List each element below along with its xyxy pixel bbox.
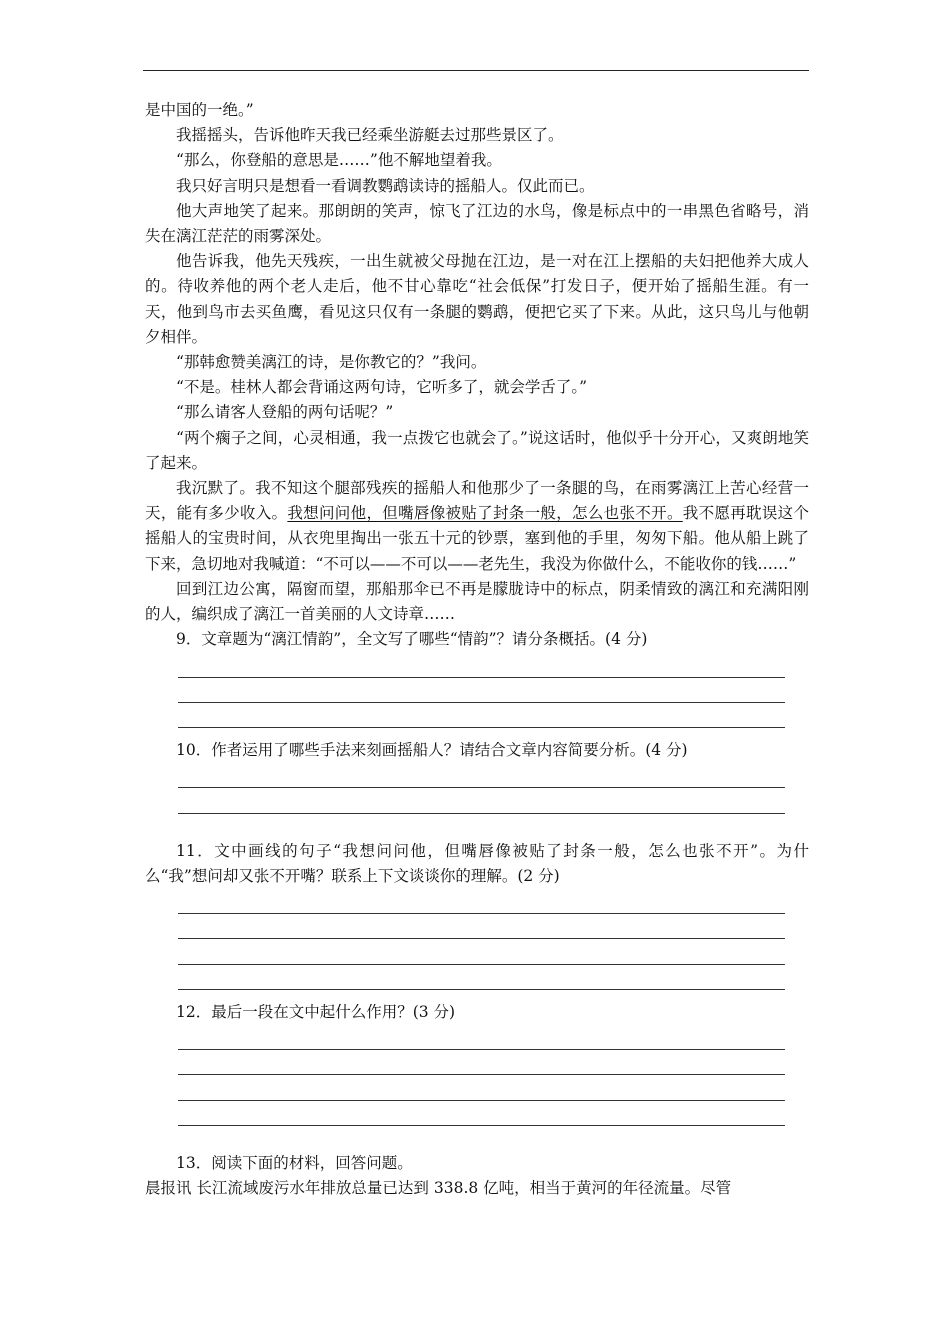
question-13: 13．阅读下面的材料，回答问题。 xyxy=(176,1153,413,1172)
question-10: 10．作者运用了哪些手法来刻画摇船人？请结合文章内容简要分析。(4 分) xyxy=(176,741,688,760)
answer-line[interactable] xyxy=(178,1101,785,1126)
paragraph: “那么请客人登船的两句话呢？” xyxy=(176,403,394,422)
paragraph-with-underlined-sentence xyxy=(145,476,809,577)
answer-lines-q11[interactable] xyxy=(178,889,785,990)
underlined-sentence: 我想问问他，但嘴唇像被贴了封条一般，怎么也张不开。 xyxy=(287,504,683,523)
question-9: 9．文章题为“漓江情韵”，全文写了哪些“情韵”？请分条概括。(4 分) xyxy=(176,630,648,649)
paragraph: “那韩愈赞美漓江的诗，是你教它的？”我问。 xyxy=(176,353,487,372)
question-12: 12．最后一段在文中起什么作用？(3 分) xyxy=(176,1002,456,1021)
paragraph: 是中国的一绝。” xyxy=(145,101,254,119)
answer-line[interactable] xyxy=(178,763,785,788)
paragraph: 回到江边公寓，隔窗而望，那船那伞已不再是朦胧诗中的标点，阴柔情致的漓江和充满阳刚的人，编织成了漓江一首美丽的人文诗章…… xyxy=(145,579,809,624)
answer-line[interactable] xyxy=(178,965,785,990)
answer-line[interactable] xyxy=(178,889,785,914)
question-13-material: 晨报讯 长江流域废污水年排放总量已达到 338.8 亿吨，相当于黄河的年径流量。尽管 xyxy=(145,1178,732,1197)
answer-line[interactable] xyxy=(178,678,785,703)
paragraph: 我摇摇头，告诉他昨天我已经乘坐游艇去过那些景区了。 xyxy=(176,126,564,145)
paragraph-text: 我沉默了。我不知这个腿部残疾的摇船人和他那少了一条腿的鸟，在雨雾漓江上苦心经营一天，能有多少收入。 xyxy=(145,479,809,523)
question-11: 11．文中画线的句子“我想问问他，但嘴唇像被贴了封条一般，怎么也张不开”。为什么“我”想问却又张不开嘴？联系上下文谈谈你的理解。(2 分) xyxy=(145,841,809,885)
article-body xyxy=(145,98,809,1201)
answer-line[interactable] xyxy=(178,939,785,964)
paragraph: “那么，你登船的意思是……”他不解地望着我。 xyxy=(176,151,502,170)
answer-lines-q10[interactable] xyxy=(178,763,785,813)
paragraph-text: 我不愿再耽误这个摇船人的宝贵时间，从衣兜里掏出一张五十元的钞票，塞到他的手里，匆匆下船。他从船上跳了下来，急切地对我喊道：“不可以——不可以——老先生，我没为你做什么，不能收你的钱……” xyxy=(145,504,809,573)
answer-line[interactable] xyxy=(178,788,785,813)
answer-line[interactable] xyxy=(178,1075,785,1100)
paragraph: 他告诉我，他先天残疾，一出生就被父母抛在江边，是一对在江上摆船的夫妇把他养大成人的。待收养他的两个老人走后，他不甘心靠吃“社会低保”打发日子，便开始了摇船生涯。有一天，他到鸟市去买鱼鹰，看见这只仅有一条腿的鹦鹉，便把它买了下来。从此，这只鸟儿与他朝夕相伴。 xyxy=(145,252,809,346)
paragraph: 他大声地笑了起来。那朗朗的笑声，惊飞了江边的水鸟，像是标点中的一串黑色省略号，消失在漓江茫茫的雨雾深处。 xyxy=(145,201,809,246)
answer-line[interactable] xyxy=(178,703,785,728)
answer-line[interactable] xyxy=(178,914,785,939)
answer-line[interactable] xyxy=(178,652,785,677)
paragraph: “不是。桂林人都会背诵这两句诗，它听多了，就会学舌了。” xyxy=(176,378,588,397)
answer-lines-q12[interactable] xyxy=(178,1025,785,1126)
paragraph: 我只好言明只是想看一看调教鹦鹉读诗的摇船人。仅此而已。 xyxy=(176,176,595,195)
paragraph: “两个瘸子之间，心灵相通，我一点拨它也就会了。”说这话时，他似乎十分开心，又爽朗地笑了起来。 xyxy=(145,428,809,472)
answer-line[interactable] xyxy=(178,1050,785,1075)
answer-lines-q9[interactable] xyxy=(178,652,785,728)
answer-line[interactable] xyxy=(178,1025,785,1050)
header-rule xyxy=(143,70,809,71)
